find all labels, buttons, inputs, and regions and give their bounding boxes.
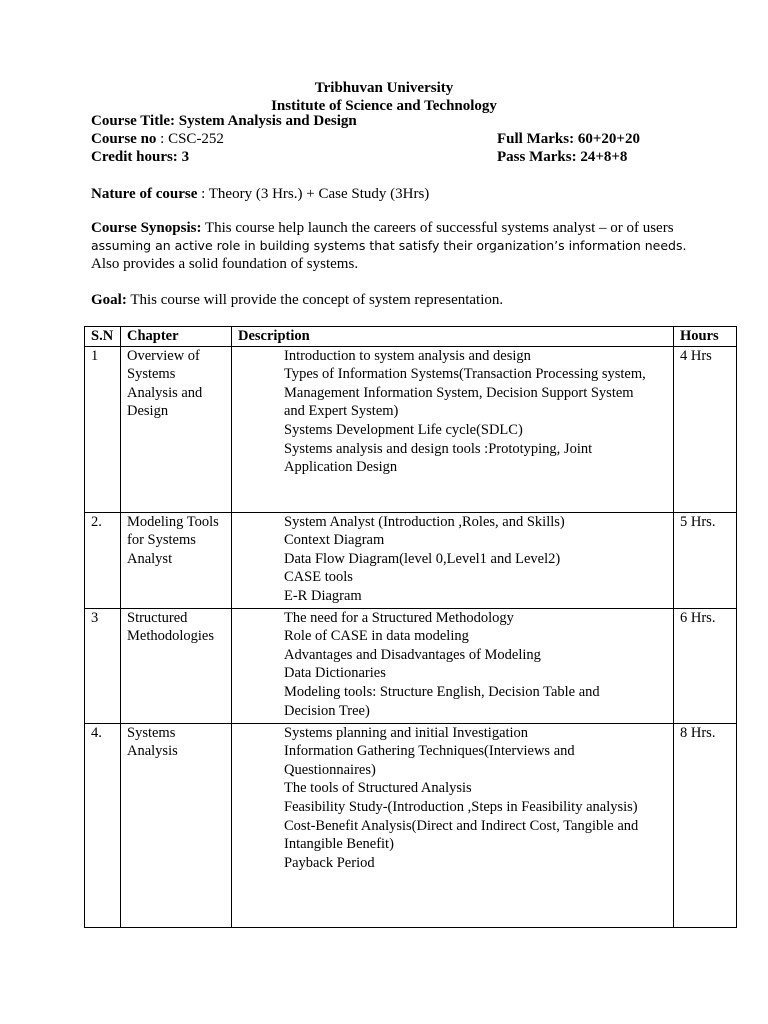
credit-hours-value: 3	[181, 149, 190, 165]
chapter-line: Design	[127, 403, 169, 420]
description-line: Intangible Benefit)	[284, 836, 394, 853]
pass-marks-label: Pass Marks:	[497, 149, 577, 165]
nature-label: Nature of course	[91, 186, 198, 202]
course-title-label: Course Title:	[91, 113, 176, 129]
table-header-row	[85, 327, 737, 347]
description-line: Information Gathering Techniques(Interviews and	[284, 743, 575, 760]
row-hours: 5 Hrs.	[674, 512, 737, 608]
description-line: The need for a Structured Methodology	[284, 609, 514, 626]
institute-name: Institute of Science and Technology	[271, 98, 497, 114]
pass-marks-line	[497, 148, 627, 166]
row-hours: 8 Hrs.	[674, 723, 737, 927]
row-sn: 4.	[85, 723, 121, 927]
description-line: and Expert System)	[284, 403, 399, 420]
header-description: Description	[232, 327, 674, 347]
chapter-line: Systems	[127, 724, 176, 741]
description-line: Context Diagram	[284, 532, 385, 549]
row-sn: 2.	[85, 512, 121, 608]
course-no-value: : CSC-252	[160, 131, 224, 147]
header-sn: S.N	[85, 327, 121, 347]
synopsis-text-3: Also provides a solid foundation of systems.	[91, 256, 359, 272]
description-line: Application Design	[284, 459, 398, 476]
synopsis-text-1: This course help launch the careers of successful systems analyst – or of users	[204, 220, 674, 236]
description-line: Data Dictionaries	[284, 665, 386, 682]
row-chapter	[121, 512, 232, 608]
description-line: Decision Tree)	[284, 702, 370, 719]
pass-marks-value: 24+8+8	[580, 149, 628, 165]
university-name: Tribhuvan University	[314, 80, 454, 96]
table-row	[85, 346, 737, 512]
course-title-line	[91, 112, 357, 130]
course-title-value: System Analysis and Design	[178, 113, 357, 129]
chapter-line: for Systems	[127, 532, 196, 549]
credit-hours-label: Credit hours:	[91, 149, 178, 165]
description-line: Types of Information Systems(Transaction Processing system,	[284, 366, 646, 383]
row-hours: 4 Hrs	[674, 346, 737, 512]
goal-line	[91, 291, 503, 309]
row-hours: 6 Hrs.	[674, 608, 737, 723]
chapter-line: Methodologies	[127, 628, 214, 645]
credit-hours-line	[91, 148, 189, 166]
row-chapter	[121, 346, 232, 512]
row-sn: 1	[85, 346, 121, 512]
full-marks-label: Full Marks:	[497, 131, 575, 147]
description-line: E-R Diagram	[284, 587, 362, 604]
synopsis-label: Course Synopsis:	[91, 220, 202, 236]
description-line: Management Information System, Decision Support System	[284, 384, 634, 401]
description-line: Cost-Benefit Analysis(Direct and Indirect Cost, Tangible and	[284, 817, 639, 834]
row-description	[232, 723, 674, 927]
table-row	[85, 512, 737, 608]
goal-value: This course will provide the concept of system representation.	[130, 292, 504, 308]
description-line: Payback Period	[284, 854, 375, 871]
syllabus-table	[84, 326, 737, 928]
course-no-label: Course no	[91, 131, 157, 147]
header-chapter: Chapter	[121, 327, 232, 347]
description-line: Role of CASE in data modeling	[284, 628, 469, 645]
nature-of-course	[91, 185, 429, 203]
table-row	[85, 608, 737, 723]
description-line: System Analyst (Introduction ,Roles, and Skills)	[284, 513, 565, 530]
row-sn: 3	[85, 608, 121, 723]
description-line: CASE tools	[284, 569, 353, 586]
chapter-line: Analyst	[127, 550, 173, 567]
description-line: The tools of Structured Analysis	[284, 780, 472, 797]
nature-value: : Theory (3 Hrs.) + Case Study (3Hrs)	[201, 186, 430, 202]
full-marks-line	[497, 130, 640, 148]
full-marks-value: 60+20+20	[577, 131, 640, 147]
row-description	[232, 346, 674, 512]
row-chapter	[121, 723, 232, 927]
description-line: Feasibility Study-(Introduction ,Steps in Feasibility analysis)	[284, 798, 638, 815]
goal-label: Goal:	[91, 292, 127, 308]
chapter-line: Analysis	[127, 743, 178, 760]
chapter-line: Systems	[127, 366, 176, 383]
chapter-line: Structured	[127, 609, 188, 626]
description-line: Modeling tools: Structure English, Decision Table and	[284, 683, 600, 700]
description-line: Data Flow Diagram(level 0,Level1 and Level2)	[284, 550, 561, 567]
description-line: Systems analysis and design tools :Prototyping, Joint	[284, 440, 593, 457]
description-line: Systems Development Life cycle(SDLC)	[284, 421, 523, 438]
chapter-line: Analysis and	[127, 384, 203, 401]
row-chapter	[121, 608, 232, 723]
synopsis-text-2: assuming an active role in building systems that satisfy their organization’s information needs.	[91, 238, 687, 253]
description-line: Advantages and Disadvantages of Modeling	[284, 646, 541, 663]
description-line: Systems planning and initial Investigation	[284, 724, 529, 741]
row-description	[232, 608, 674, 723]
table-row	[85, 723, 737, 927]
description-line: Questionnaires)	[284, 761, 376, 778]
course-no-line	[91, 130, 224, 148]
row-description	[232, 512, 674, 608]
synopsis-line-1	[91, 219, 674, 237]
chapter-line: Overview of	[127, 347, 200, 364]
chapter-line: Modeling Tools	[127, 513, 219, 530]
header-hours: Hours	[674, 327, 737, 347]
description-line: Introduction to system analysis and design	[284, 347, 531, 364]
